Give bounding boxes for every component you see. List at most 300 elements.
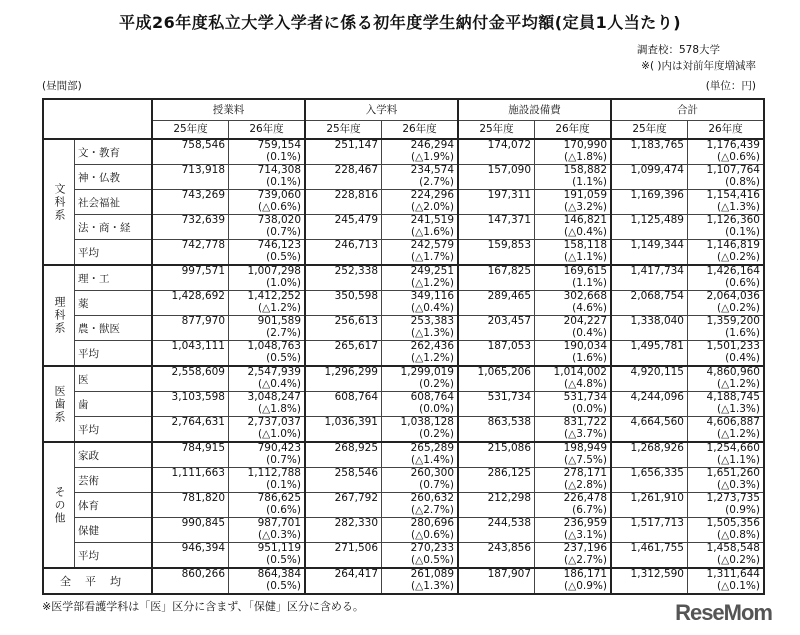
value-cell <box>688 341 765 367</box>
row-label: 薬 <box>75 291 153 316</box>
amount: 258,546 <box>334 467 378 479</box>
footnote: ※医学部看護学科は「医」区分に含まず、「保健」区分に含める。 <box>42 600 364 613</box>
amount: 158,118 <box>563 239 607 251</box>
amount: 215,086 <box>487 442 531 454</box>
value-cell <box>611 316 688 341</box>
change-percent: (△0.4%) <box>564 225 607 238</box>
value-cell <box>382 215 459 240</box>
value-cell <box>382 240 459 266</box>
amount: 2,737,037 <box>247 416 301 428</box>
amount: 228,816 <box>334 189 378 201</box>
value-cell <box>535 165 612 190</box>
row-label: 芸術 <box>75 468 153 493</box>
value-cell <box>458 366 535 392</box>
change-percent: (△1.3%) <box>717 402 760 415</box>
amount: 289,465 <box>487 290 531 302</box>
value-cell <box>688 392 765 417</box>
change-percent: (△1.2%) <box>717 427 760 440</box>
amount: 1,461,755 <box>630 542 684 554</box>
change-percent: (△1.2%) <box>411 276 454 289</box>
amount: 242,579 <box>410 239 454 251</box>
amount: 186,171 <box>563 568 607 580</box>
amount: 249,251 <box>410 265 454 277</box>
value-cell <box>152 543 229 569</box>
tuition-table <box>42 98 765 595</box>
amount: 187,907 <box>487 568 531 580</box>
amount: 286,125 <box>487 467 531 479</box>
row-label: 神・仏教 <box>75 165 153 190</box>
table-row <box>43 215 764 240</box>
value-cell <box>535 139 612 165</box>
value-cell <box>535 316 612 341</box>
change-percent: (△1.0%) <box>258 427 301 440</box>
amount: 1,312,590 <box>630 568 684 580</box>
value-cell <box>305 165 382 190</box>
amount: 1,651,260 <box>706 467 760 479</box>
amount: 4,244,096 <box>630 391 684 403</box>
value-cell <box>382 341 459 367</box>
amount: 738,020 <box>257 214 301 226</box>
change-percent: (0.7%) <box>266 453 301 466</box>
amount: 228,467 <box>334 164 378 176</box>
amount: 236,959 <box>563 517 607 529</box>
amount: 1,517,713 <box>630 517 684 529</box>
value-cell <box>382 518 459 543</box>
value-cell <box>458 568 535 594</box>
amount: 280,696 <box>410 517 454 529</box>
value-cell <box>382 568 459 594</box>
value-cell <box>535 468 612 493</box>
page-title: 平成26年度私立大学入学者に係る初年度学生納付金平均額(定員1人当たり) <box>118 13 682 32</box>
amount: 234,574 <box>410 164 454 176</box>
value-cell <box>688 139 765 165</box>
amount: 1,261,910 <box>630 492 684 504</box>
value-cell <box>535 493 612 518</box>
change-percent: (0.7%) <box>266 225 301 238</box>
change-percent: (△1.8%) <box>258 402 301 415</box>
change-percent: (1.6%) <box>725 326 760 339</box>
row-label: 歯 <box>75 392 153 417</box>
value-cell <box>229 518 306 543</box>
value-cell <box>229 316 306 341</box>
change-percent: (0.5%) <box>266 553 301 566</box>
amount: 261,089 <box>410 568 454 580</box>
change-percent: (△0.8%) <box>717 528 760 541</box>
value-cell <box>152 468 229 493</box>
amount: 2,064,036 <box>706 290 760 302</box>
amount: 790,423 <box>257 442 301 454</box>
table-row <box>43 543 764 569</box>
value-cell <box>458 316 535 341</box>
amount: 1,112,788 <box>247 467 301 479</box>
amount: 997,571 <box>181 265 225 277</box>
change-percent: (△1.3%) <box>411 326 454 339</box>
amount: 1,111,663 <box>171 467 225 479</box>
amount: 147,371 <box>487 214 531 226</box>
change-percent: (0.5%) <box>266 579 301 592</box>
change-percent: (1.1%) <box>572 276 607 289</box>
overall-row <box>43 568 764 594</box>
amount: 174,072 <box>487 139 531 151</box>
amount: 4,860,960 <box>706 366 760 378</box>
change-percent: (0.1%) <box>725 225 760 238</box>
value-cell <box>458 493 535 518</box>
amount: 786,625 <box>257 492 301 504</box>
year-header: 25年度 <box>305 121 382 140</box>
value-cell <box>152 442 229 468</box>
value-cell <box>229 291 306 316</box>
amount: 1,338,040 <box>630 315 684 327</box>
value-cell <box>229 543 306 569</box>
row-label: 平均 <box>75 240 153 266</box>
change-percent: (△1.6%) <box>411 225 454 238</box>
value-cell <box>688 417 765 443</box>
value-cell <box>229 468 306 493</box>
change-percent: (△0.3%) <box>258 528 301 541</box>
amount: 901,589 <box>257 315 301 327</box>
amount: 732,639 <box>181 214 225 226</box>
amount: 268,925 <box>334 442 378 454</box>
year-header: 26年度 <box>229 121 306 140</box>
value-cell <box>305 568 382 594</box>
value-cell <box>152 139 229 165</box>
value-cell <box>305 543 382 569</box>
amount: 608,764 <box>410 391 454 403</box>
value-cell <box>229 139 306 165</box>
change-percent: (△1.8%) <box>564 150 607 163</box>
value-cell <box>152 316 229 341</box>
value-cell <box>688 543 765 569</box>
value-cell <box>229 215 306 240</box>
amount: 169,615 <box>563 265 607 277</box>
amount: 1,458,548 <box>706 542 760 554</box>
value-cell <box>382 291 459 316</box>
resemom-logo: ReseMom <box>675 600 772 625</box>
value-cell <box>688 568 765 594</box>
amount: 246,294 <box>410 139 454 151</box>
value-cell <box>152 265 229 291</box>
value-cell <box>229 366 306 392</box>
change-percent: (0.6%) <box>266 503 301 516</box>
amount: 190,034 <box>563 340 607 352</box>
change-percent: (△0.4%) <box>411 301 454 314</box>
change-percent: (0.7%) <box>419 478 454 491</box>
amount: 531,734 <box>563 391 607 403</box>
change-percent: (0.4%) <box>725 351 760 364</box>
value-cell <box>458 240 535 266</box>
year-header: 25年度 <box>611 121 688 140</box>
amount: 1,495,781 <box>630 340 684 352</box>
value-cell <box>535 215 612 240</box>
amount: 1,125,489 <box>630 214 684 226</box>
value-cell <box>688 165 765 190</box>
value-cell <box>382 468 459 493</box>
amount: 212,298 <box>487 492 531 504</box>
value-cell <box>382 392 459 417</box>
table-row <box>43 316 764 341</box>
table-row <box>43 291 764 316</box>
amount: 784,915 <box>181 442 225 454</box>
value-cell <box>458 392 535 417</box>
value-cell <box>458 518 535 543</box>
value-cell <box>382 139 459 165</box>
change-percent: (2.7%) <box>266 326 301 339</box>
change-percent: (△0.2%) <box>717 301 760 314</box>
amount: 1,007,298 <box>247 265 301 277</box>
value-cell <box>382 316 459 341</box>
value-cell <box>535 417 612 443</box>
value-cell <box>152 366 229 392</box>
table-row <box>43 366 764 392</box>
value-cell <box>535 240 612 266</box>
change-percent: (△0.4%) <box>258 377 301 390</box>
value-cell <box>611 518 688 543</box>
amount: 2,764,631 <box>171 416 225 428</box>
change-percent: (△0.5%) <box>411 553 454 566</box>
value-cell <box>535 568 612 594</box>
change-percent: (6.7%) <box>572 503 607 516</box>
amount: 1,268,926 <box>630 442 684 454</box>
amount: 946,394 <box>181 542 225 554</box>
value-cell <box>229 341 306 367</box>
amount: 157,090 <box>487 164 531 176</box>
amount: 746,123 <box>257 239 301 251</box>
amount: 742,778 <box>181 239 225 251</box>
value-cell <box>305 417 382 443</box>
value-cell <box>688 518 765 543</box>
amount: 1,043,111 <box>171 340 225 352</box>
value-cell <box>688 291 765 316</box>
amount: 3,103,598 <box>171 391 225 403</box>
amount: 1,505,356 <box>706 517 760 529</box>
amount: 226,478 <box>563 492 607 504</box>
table-row <box>43 493 764 518</box>
change-percent: (△1.2%) <box>717 377 760 390</box>
value-cell <box>458 165 535 190</box>
value-cell <box>305 265 382 291</box>
change-percent: (△2.7%) <box>564 553 607 566</box>
amount: 302,668 <box>563 290 607 302</box>
value-cell <box>535 190 612 215</box>
change-percent: (1.0%) <box>266 276 301 289</box>
amount: 743,269 <box>181 189 225 201</box>
row-label: 平均 <box>75 543 153 569</box>
value-cell <box>382 543 459 569</box>
row-label: 平均 <box>75 341 153 367</box>
change-percent: (△1.2%) <box>258 301 301 314</box>
change-percent: (△0.9%) <box>564 579 607 592</box>
year-header: 26年度 <box>688 121 765 140</box>
amount: 1,107,764 <box>706 164 760 176</box>
change-percent: (0.5%) <box>266 250 301 263</box>
amount: 264,417 <box>334 568 378 580</box>
year-header: 25年度 <box>458 121 535 140</box>
amount: 759,154 <box>257 139 301 151</box>
value-cell <box>458 265 535 291</box>
value-cell <box>458 442 535 468</box>
value-cell <box>458 215 535 240</box>
value-cell <box>611 265 688 291</box>
amount: 191,059 <box>563 189 607 201</box>
value-cell <box>611 442 688 468</box>
header-facility: 施設設備費 <box>458 99 611 121</box>
value-cell <box>305 139 382 165</box>
row-label: 体育 <box>75 493 153 518</box>
change-percent: (△2.8%) <box>564 478 607 491</box>
value-cell <box>305 518 382 543</box>
change-percent: (0.8%) <box>725 175 760 188</box>
amount: 1,154,416 <box>706 189 760 201</box>
amount: 4,664,560 <box>630 416 684 428</box>
value-cell <box>305 190 382 215</box>
amount: 4,606,887 <box>706 416 760 428</box>
amount: 1,048,763 <box>247 340 301 352</box>
value-cell <box>611 366 688 392</box>
amount: 260,632 <box>410 492 454 504</box>
amount: 863,538 <box>487 416 531 428</box>
amount: 758,546 <box>181 139 225 151</box>
corner-cell <box>43 99 152 139</box>
change-percent: (△1.1%) <box>717 453 760 466</box>
amount: 1,099,474 <box>630 164 684 176</box>
row-label: 法・商・経 <box>75 215 153 240</box>
amount: 158,882 <box>563 164 607 176</box>
amount: 237,196 <box>563 542 607 554</box>
value-cell <box>382 442 459 468</box>
row-label: 家政 <box>75 442 153 468</box>
value-cell <box>305 366 382 392</box>
amount: 1,428,692 <box>171 290 225 302</box>
value-cell <box>688 240 765 266</box>
value-cell <box>229 493 306 518</box>
value-cell <box>611 568 688 594</box>
amount: 256,613 <box>334 315 378 327</box>
change-percent: (0.1%) <box>266 175 301 188</box>
amount: 1,169,396 <box>630 189 684 201</box>
amount: 251,147 <box>334 139 378 151</box>
amount: 1,065,206 <box>477 366 531 378</box>
year-header-row <box>43 121 764 140</box>
value-cell <box>458 417 535 443</box>
change-percent: (1.1%) <box>572 175 607 188</box>
header-admission: 入学料 <box>305 99 458 121</box>
amount: 1,299,019 <box>400 366 454 378</box>
value-cell <box>229 568 306 594</box>
value-cell <box>152 215 229 240</box>
value-cell <box>688 215 765 240</box>
amount: 1,501,233 <box>706 340 760 352</box>
value-cell <box>535 442 612 468</box>
value-cell <box>611 392 688 417</box>
change-percent: (2.7%) <box>419 175 454 188</box>
change-percent: (0.6%) <box>725 276 760 289</box>
value-cell <box>382 190 459 215</box>
amount: 146,821 <box>563 214 607 226</box>
group-label: 理科系 <box>43 265 75 366</box>
amount: 739,060 <box>257 189 301 201</box>
row-label: 農・獣医 <box>75 316 153 341</box>
unit-label: (単位：円) <box>705 80 756 92</box>
value-cell <box>229 265 306 291</box>
value-cell <box>229 190 306 215</box>
change-percent: (△4.8%) <box>564 377 607 390</box>
value-cell <box>152 291 229 316</box>
table-row <box>43 190 764 215</box>
amount: 265,289 <box>410 442 454 454</box>
value-cell <box>535 366 612 392</box>
amount: 1,176,439 <box>706 139 760 151</box>
value-cell <box>458 139 535 165</box>
value-cell <box>152 568 229 594</box>
survey-count: 調査校：578大学 <box>636 44 720 56</box>
amount: 246,713 <box>334 239 378 251</box>
amount: 1,311,644 <box>706 568 760 580</box>
value-cell <box>535 341 612 367</box>
value-cell <box>458 190 535 215</box>
group-label: その他 <box>43 442 75 568</box>
value-cell <box>305 291 382 316</box>
value-cell <box>305 493 382 518</box>
overall-label: 全平均 <box>43 568 152 594</box>
value-cell <box>611 543 688 569</box>
value-cell <box>611 417 688 443</box>
amount: 864,384 <box>257 568 301 580</box>
change-percent: (△1.7%) <box>411 250 454 263</box>
value-cell <box>152 240 229 266</box>
value-cell <box>229 165 306 190</box>
value-cell <box>152 341 229 367</box>
change-percent: (4.6%) <box>572 301 607 314</box>
change-percent: (△3.7%) <box>564 427 607 440</box>
table-row <box>43 341 764 367</box>
change-percent: (△0.6%) <box>411 528 454 541</box>
amount: 4,188,745 <box>706 391 760 403</box>
amount: 713,918 <box>181 164 225 176</box>
amount: 2,558,609 <box>171 366 225 378</box>
amount: 781,820 <box>181 492 225 504</box>
table-row <box>43 139 764 165</box>
table-row <box>43 417 764 443</box>
table-row <box>43 265 764 291</box>
amount: 831,722 <box>563 416 607 428</box>
value-cell <box>535 543 612 569</box>
amount: 1,296,299 <box>324 366 378 378</box>
amount: 714,308 <box>257 164 301 176</box>
amount: 1,183,765 <box>630 139 684 151</box>
value-cell <box>458 291 535 316</box>
value-cell <box>535 392 612 417</box>
value-cell <box>305 442 382 468</box>
value-cell <box>382 493 459 518</box>
value-cell <box>611 493 688 518</box>
value-cell <box>305 392 382 417</box>
change-percent: (0.9%) <box>725 503 760 516</box>
year-header: 26年度 <box>535 121 612 140</box>
change-percent: (△0.1%) <box>717 579 760 592</box>
change-percent: (△0.6%) <box>717 150 760 163</box>
row-label: 社会福祉 <box>75 190 153 215</box>
amount: 252,338 <box>334 265 378 277</box>
value-cell <box>688 493 765 518</box>
amount: 243,856 <box>487 542 531 554</box>
amount: 197,311 <box>487 189 531 201</box>
amount: 2,068,754 <box>630 290 684 302</box>
amount: 244,538 <box>487 517 531 529</box>
amount: 1,359,200 <box>706 315 760 327</box>
change-percent: (△3.2%) <box>564 200 607 213</box>
change-percent: (0.4%) <box>572 326 607 339</box>
value-cell <box>611 139 688 165</box>
